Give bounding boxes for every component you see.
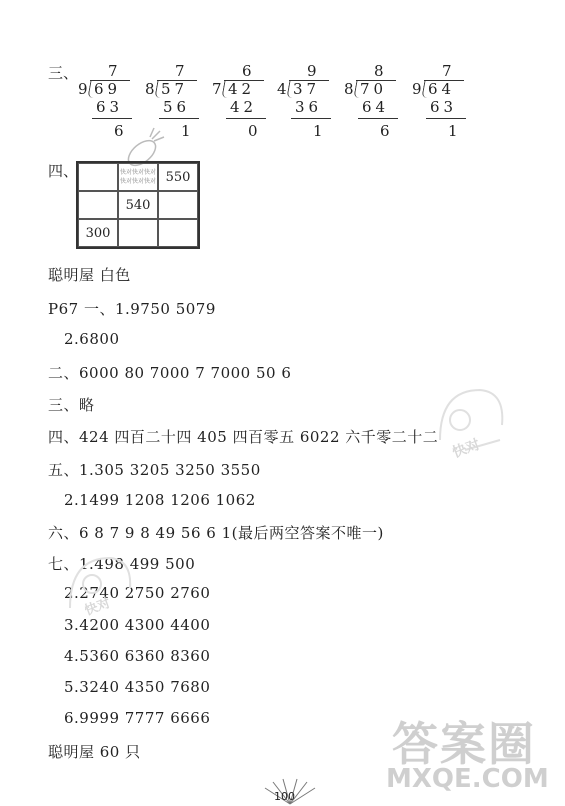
quotient: 6 [242,62,252,80]
answer-line: 6.9999 7777 6666 [64,709,211,727]
quotient: 7 [442,62,452,80]
grid-cell: 300 [78,219,118,247]
answer-line: 三、略 [48,396,95,414]
grid-cell [78,191,118,219]
product: 56 [163,98,191,116]
dividend: 57 [161,80,189,98]
answer-line: 2.6800 [64,330,120,348]
product: 64 [362,98,390,116]
subtraction-line [291,118,331,119]
subtraction-line [226,118,266,119]
grid-cell [158,219,198,247]
answer-line: 5.3240 4350 7680 [64,678,211,696]
product: 63 [96,98,124,116]
subtraction-line [92,118,132,119]
grid-cell: 540 [118,191,158,219]
dividend: 69 [94,80,122,98]
stamp-text: 快对 [82,595,113,619]
division-problem-5 [344,62,406,142]
remainder: 0 [248,122,258,140]
division-problem-4 [277,62,339,142]
divisor: 9 [78,80,88,98]
section-3-label: 三、 [48,64,79,82]
subtraction-line [159,118,199,119]
answer-line: 五、1.305 3205 3250 3550 [48,461,261,479]
answer-line: P67 一、1.9750 5079 [48,300,216,318]
answer-line: 二、6000 80 7000 7 7000 50 6 [48,364,292,382]
grid-cell [118,219,158,247]
quotient: 7 [108,62,118,80]
quotient: 8 [374,62,384,80]
quotient: 9 [307,62,317,80]
divisor: 4 [277,80,287,98]
answer-line: 六、6 8 7 9 8 49 56 6 1(最后两空答案不唯一) [48,524,384,542]
number-grid [76,161,200,249]
watermark-url: MXQE.COM [386,764,549,794]
grid-cell [78,163,118,191]
divisor: 7 [212,80,222,98]
subtraction-line [358,118,398,119]
stamp-text: 快对 [450,436,483,462]
dividend: 64 [428,80,456,98]
answer-line: 聪明屋 60 只 [48,743,141,761]
subtraction-line [426,118,466,119]
stamp-watermark-icon [60,548,140,628]
answer-line: 四、424 四百二十四 405 四百零五 6022 六千零二十二 [48,428,439,446]
answer-line: 2.2740 2750 2760 [64,584,211,602]
remainder: 6 [114,122,124,140]
answer-line: 聪明屋 白色 [48,266,131,284]
dividend: 42 [228,80,256,98]
answer-line: 2.1499 1208 1206 1062 [64,491,256,509]
dividend: 37 [293,80,321,98]
product: 36 [295,98,323,116]
remainder: 1 [181,122,191,140]
answer-line: 4.5360 6360 8360 [64,647,211,665]
division-problem-3 [212,62,274,142]
grid-cell: 快对快对快对 快对快对快对 [118,163,158,191]
product: 42 [230,98,258,116]
page-number: 100 [274,790,295,803]
remainder: 1 [448,122,458,140]
product: 63 [430,98,458,116]
grid-cell: 550 [158,163,198,191]
dividend: 70 [360,80,388,98]
grid-cell [158,191,198,219]
section-4-label: 四、 [48,162,79,180]
remainder: 1 [313,122,323,140]
divisor: 8 [344,80,354,98]
watermark-logo: 答案圈 [392,717,536,771]
answer-line: 七、1.498 499 500 [48,555,196,573]
division-problem-6 [412,62,474,142]
divisor: 8 [145,80,155,98]
divisor: 9 [412,80,422,98]
remainder: 6 [380,122,390,140]
quotient: 7 [175,62,185,80]
answer-line: 3.4200 4300 4400 [64,616,211,634]
